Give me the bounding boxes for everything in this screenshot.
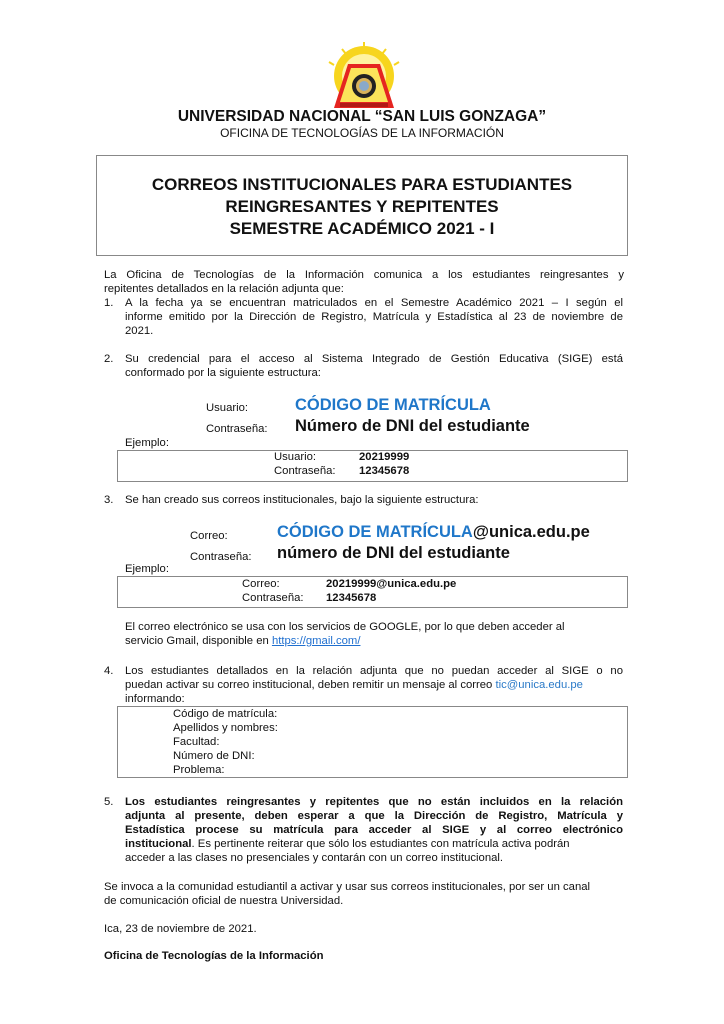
item-2-pass-label: Contraseña: <box>206 423 268 435</box>
office-name: OFICINA DE TECNOLOGÍAS DE LA INFORMACIÓN <box>220 126 504 140</box>
item-4-field-codigo: Código de matrícula: <box>173 708 278 720</box>
item-2-example-pass-value: 12345678 <box>359 465 410 477</box>
item-4-field-apellidos: Apellidos y nombres: <box>173 722 278 734</box>
title-line-1: CORREOS INSTITUCIONALES PARA ESTUDIANTES <box>151 175 573 194</box>
intro-line-2: repitentes detallados en la relación adjunta que: <box>104 283 344 295</box>
item-3-mail-label: Correo: <box>190 530 228 542</box>
item-5-line-1: Los estudiantes reingresantes y repitentes que no están incluidos en la relación <box>125 796 623 808</box>
item-3-note-prefix: servicio Gmail, disponible en <box>125 635 272 647</box>
item-2-example-user-value: 20219999 <box>359 451 410 463</box>
item-3-number: 3. <box>104 494 114 506</box>
item-5-line-5: acceder a las clases no presenciales y contarán con un correo institucional. <box>125 852 504 864</box>
item-3-note-line-1: El correo electrónico se usa con los servicios de GOOGLE, por lo que deben acceder al <box>125 621 565 633</box>
item-2-user-label: Usuario: <box>206 402 249 414</box>
item-5-line-4-bold: institucional <box>125 838 192 850</box>
item-3-example-mail-value: 20219999@unica.edu.pe <box>326 578 457 590</box>
item-5-line-4-rest: . Es pertinente reiterar que sólo los estudiantes con matrícula activa podrán <box>191 838 570 850</box>
intro-line-1: La Oficina de Tecnologías de la Información comunica a los estudiantes reingresantes y <box>104 269 624 281</box>
item-4-line-3: informando: <box>125 693 185 705</box>
item-5-number: 5. <box>104 796 114 808</box>
item-4-line-1: Los estudiantes detallados en la relación adjunta que no puedan acceder al SIGE o no <box>125 665 623 677</box>
item-3-example-pass-value: 12345678 <box>326 592 377 604</box>
item-2-number: 2. <box>104 353 114 365</box>
item-3-note-line-2 <box>125 635 360 648</box>
closing-line-2: de comunicación oficial de nuestra Universidad. <box>104 895 344 907</box>
item-2-user-value: CÓDIGO DE MATRÍCULA <box>295 396 491 414</box>
item-2-pass-value: Número de DNI del estudiante <box>295 417 530 435</box>
item-3-pass-value: número de DNI del estudiante <box>277 544 510 562</box>
item-1-line-2: informe emitido por la Dirección de Registro, Matrícula y Estadística al 23 de noviembre de <box>125 311 623 323</box>
closing-signature: Oficina de Tecnologías de la Información <box>104 950 324 962</box>
item-3-example-mail-label: Correo: <box>242 578 280 590</box>
item-3-example-label: Ejemplo: <box>125 563 169 575</box>
item-2-line-1: Su credencial para el acceso al Sistema Integrado de Gestión Educativa (SIGE) está <box>125 353 623 365</box>
item-2-example-user-label: Usuario: <box>274 451 317 463</box>
item-5-line-2: adjunta al presente, deben esperar a que la Dirección de Registro, Matrícula y <box>125 810 623 822</box>
item-5-line-3: Estadística procese su matrícula para acceder al SIGE y al correo electrónico <box>125 824 623 836</box>
item-4-number: 4. <box>104 665 114 677</box>
title-line-2: REINGRESANTES Y REPITENTES <box>225 197 499 216</box>
item-3-example-pass-label: Contraseña: <box>242 592 304 604</box>
closing-line-1: Se invoca a la comunidad estudiantil a activar y usar sus correos institucionales, por ser un canal <box>104 881 591 893</box>
tic-email-link[interactable]: tic@unica.edu.pe <box>495 679 583 691</box>
item-1-line-1: A la fecha ya se encuentran matriculados en el Semestre Académico 2021 – I según el <box>125 297 623 309</box>
item-4-field-facultad: Facultad: <box>173 736 220 748</box>
item-3-mail-value <box>277 523 590 542</box>
item-2-line-2: conformado por la siguiente estructura: <box>125 367 321 379</box>
title-line-3: SEMESTRE ACADÉMICO 2021 - I <box>229 219 495 238</box>
item-3-pass-label: Contraseña: <box>190 551 252 563</box>
item-2-example-label: Ejemplo: <box>125 437 169 449</box>
item-4-field-dni: Número de DNI: <box>173 750 255 762</box>
item-4-field-problema: Problema: <box>173 764 225 776</box>
item-3-line-1: Se han creado sus correos institucionales, bajo la siguiente estructura: <box>125 494 479 506</box>
closing-date: Ica, 23 de noviembre de 2021. <box>104 923 257 935</box>
item-2-example-pass-label: Contraseña: <box>274 465 336 477</box>
item-1-line-3: 2021. <box>125 325 154 337</box>
university-logo <box>318 40 410 110</box>
item-4-line-2-prefix: puedan activar su correo institucional, deben remitir un mensaje al correo <box>125 679 496 691</box>
gmail-link[interactable]: https://gmail.com/ <box>271 635 361 647</box>
item-3-mail-code: CÓDIGO DE MATRÍCULA <box>277 523 473 541</box>
item-3-mail-domain: @unica.edu.pe <box>472 523 590 541</box>
item-4-line-2 <box>125 679 625 692</box>
item-5-line-4 <box>125 838 625 851</box>
university-name: UNIVERSIDAD NACIONAL “SAN LUIS GONZAGA” <box>177 108 547 125</box>
item-1-number: 1. <box>104 297 114 309</box>
university-seal-icon <box>318 40 410 110</box>
